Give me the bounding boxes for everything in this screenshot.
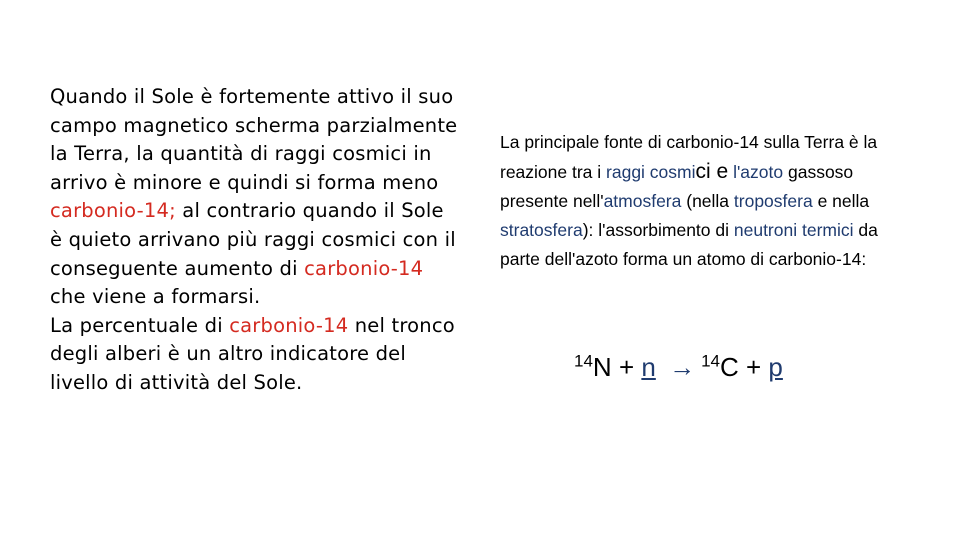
link-atmosphere[interactable]: atmosfera: [603, 191, 682, 211]
nitrogen-mass-number: 14: [574, 351, 593, 371]
link-nitrogen[interactable]: l'azoto: [733, 162, 784, 182]
link-troposphere[interactable]: troposfera: [733, 191, 813, 211]
text-segment: e nella: [812, 191, 870, 211]
right-paragraph-block: [500, 128, 900, 274]
neutron-link[interactable]: n: [641, 352, 656, 382]
text-segment: che viene a formarsi.: [50, 285, 261, 309]
carbon14-highlight: carbonio-14: [229, 313, 349, 337]
text-segment: da parte dell'azoto forma un atomo di carbonio-14:: [500, 220, 878, 269]
text-segment: (nella: [681, 191, 734, 211]
left-paragraph-block: [50, 83, 460, 398]
text-segment: al contrario quando il Sole è quieto arrivano più raggi cosmici con il conseguente aumento di: [50, 199, 456, 280]
plus-sign: +: [746, 352, 762, 382]
text-segment: Quando il Sole è fortemente attivo il suo campo magnetico scherma parzialmente la Terra, la quantità di raggi cosmici in arrivo è minore e quindi si forma meno: [50, 85, 458, 194]
text-segment: gassoso presente nell': [500, 162, 854, 211]
link-stratosphere[interactable]: stratosfera: [500, 220, 583, 240]
carbon14-highlight: carbonio-14;: [50, 199, 176, 223]
plus-sign: +: [618, 352, 635, 382]
link-thermal-neutrons[interactable]: neutroni termici: [733, 220, 854, 240]
solar-activity-paragraph: [50, 83, 460, 312]
link-cosmic-rays[interactable]: raggi cosmi: [606, 162, 696, 182]
nuclear-reaction-formula: [574, 352, 783, 383]
carbon14-highlight: carbonio-14: [304, 256, 424, 280]
text-segment: ): l'assorbimento di: [582, 220, 734, 240]
proton-link[interactable]: p: [768, 352, 783, 382]
carbon-mass-number: 14: [701, 351, 720, 371]
text-segment: ci e: [695, 160, 729, 183]
text-segment: La percentuale di: [50, 313, 230, 337]
text-segment: La principale fonte di carbonio-14 sulla Terra è la reazione tra i: [500, 132, 878, 182]
text-segment: nel tronco degli alberi è un altro indicatore del livello di attività del Sole.: [50, 313, 455, 394]
tree-trunk-paragraph: [50, 312, 460, 398]
carbon-symbol: C: [719, 352, 739, 382]
nitrogen-symbol: N: [592, 352, 612, 382]
reaction-arrow-icon: →: [669, 352, 696, 382]
